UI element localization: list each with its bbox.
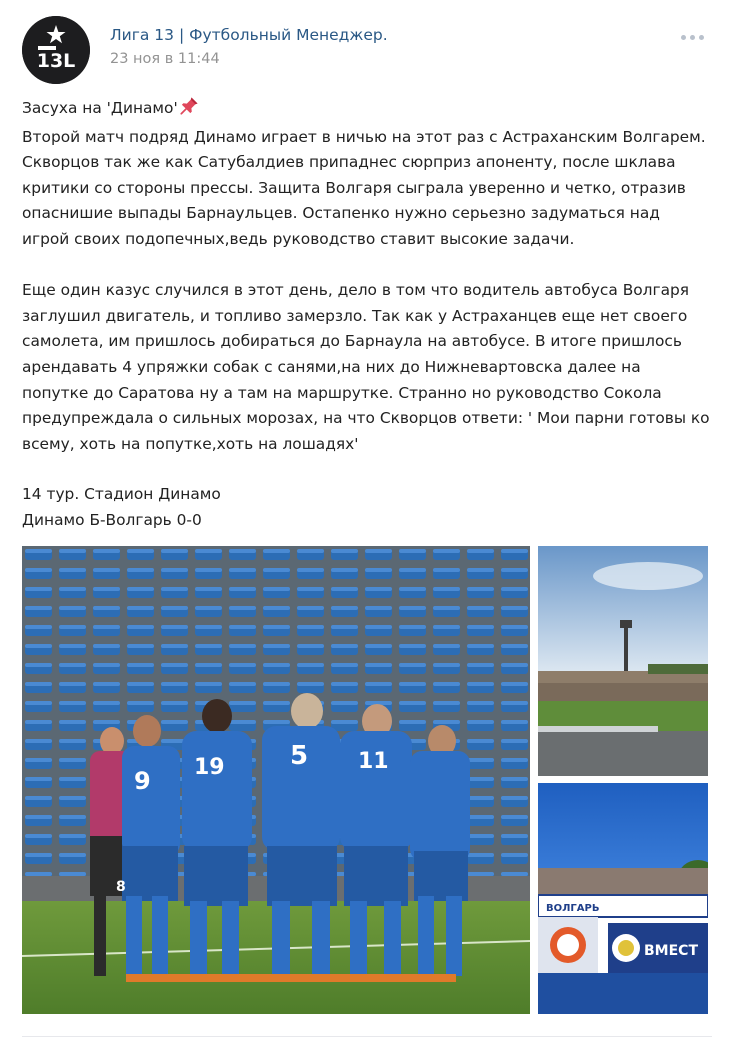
paragraph-gap [22, 253, 712, 279]
svg-text:11: 11 [358, 749, 389, 774]
paragraph1-line: Второй матч подряд Динамо играет в ничью на этот раз с Астраханским Волгарем. [22, 127, 706, 146]
post-date[interactable]: 23 ноя в 11:44 [110, 51, 220, 67]
svg-text:13L: 13L [36, 50, 76, 72]
match-result: Динамо Б-Волгарь 0-0 [22, 511, 202, 529]
paragraph2-line: попутке до Саратова ну а там на маршрутке. Странно но руководство Сокола [22, 383, 662, 402]
svg-text:ВОЛГАРЬ: ВОЛГАРЬ [546, 903, 600, 914]
post-divider [22, 1036, 712, 1037]
league-logo-icon [22, 16, 90, 84]
team-huddle-photo[interactable] [22, 546, 530, 1014]
fans-photo[interactable] [538, 783, 708, 1014]
post-title-line [22, 96, 712, 125]
svg-text:9: 9 [134, 767, 151, 795]
paragraph1-line: опаснишие выпады Барнаульцев. Остапенко нужно серьезно задуматься над [22, 204, 660, 223]
paragraph2-line: самолета, им пришлось добираться до Барнаула на автобусе. В итоге пришлось [22, 332, 682, 351]
paragraph1-line: игрой своих подопечных,ведь руководство ставит высокие задачи. [22, 229, 575, 248]
paragraph1-line: критики со стороны прессы. Защита Волгаря сыграла уверенно и четко, отразив [22, 178, 686, 197]
post-text [22, 96, 712, 457]
match-round: 14 тур. Стадион Динамо [22, 485, 221, 503]
stadium-photo[interactable] [538, 546, 708, 776]
dot [681, 35, 686, 40]
paragraph1-line: Скворцов так же как Сатубалдиев припаднес сюрприз апоненту, после шклава [22, 153, 676, 172]
paragraph2-line: предупреждала о сильных морозах, на что Скворцов ответи: ' Мои парни готовы ко [22, 409, 710, 428]
paragraph2-line: заглушил двигатель, и топливо замерзло. Так как у Астраханцев еще нет своего [22, 306, 688, 325]
post-header [22, 16, 712, 84]
paragraph2-line: всему, хоть на попутке,хоть на лошадях' [22, 434, 359, 453]
svg-text:ВМЕСТ: ВМЕСТ [644, 943, 698, 959]
svg-text:19: 19 [194, 755, 225, 780]
paragraph2-line: арендавать 4 упряжки собак с санями,на них до Нижневартовска далее на [22, 357, 641, 376]
dot [690, 35, 695, 40]
author-name-link[interactable]: Лига 13 | Футбольный Менеджер. [110, 26, 388, 44]
more-dots-icon[interactable] [678, 30, 706, 44]
paragraph2-line: Еще один казус случился в этот день, дело в том что водитель автобуса Волгаря [22, 281, 690, 300]
post-title: Засуха на 'Динамо' [22, 99, 178, 117]
match-info [22, 481, 221, 533]
pushpin-icon [179, 96, 199, 125]
community-avatar[interactable] [22, 16, 90, 84]
svg-text:5: 5 [290, 741, 309, 771]
svg-text:8: 8 [116, 879, 126, 895]
dot [699, 35, 704, 40]
